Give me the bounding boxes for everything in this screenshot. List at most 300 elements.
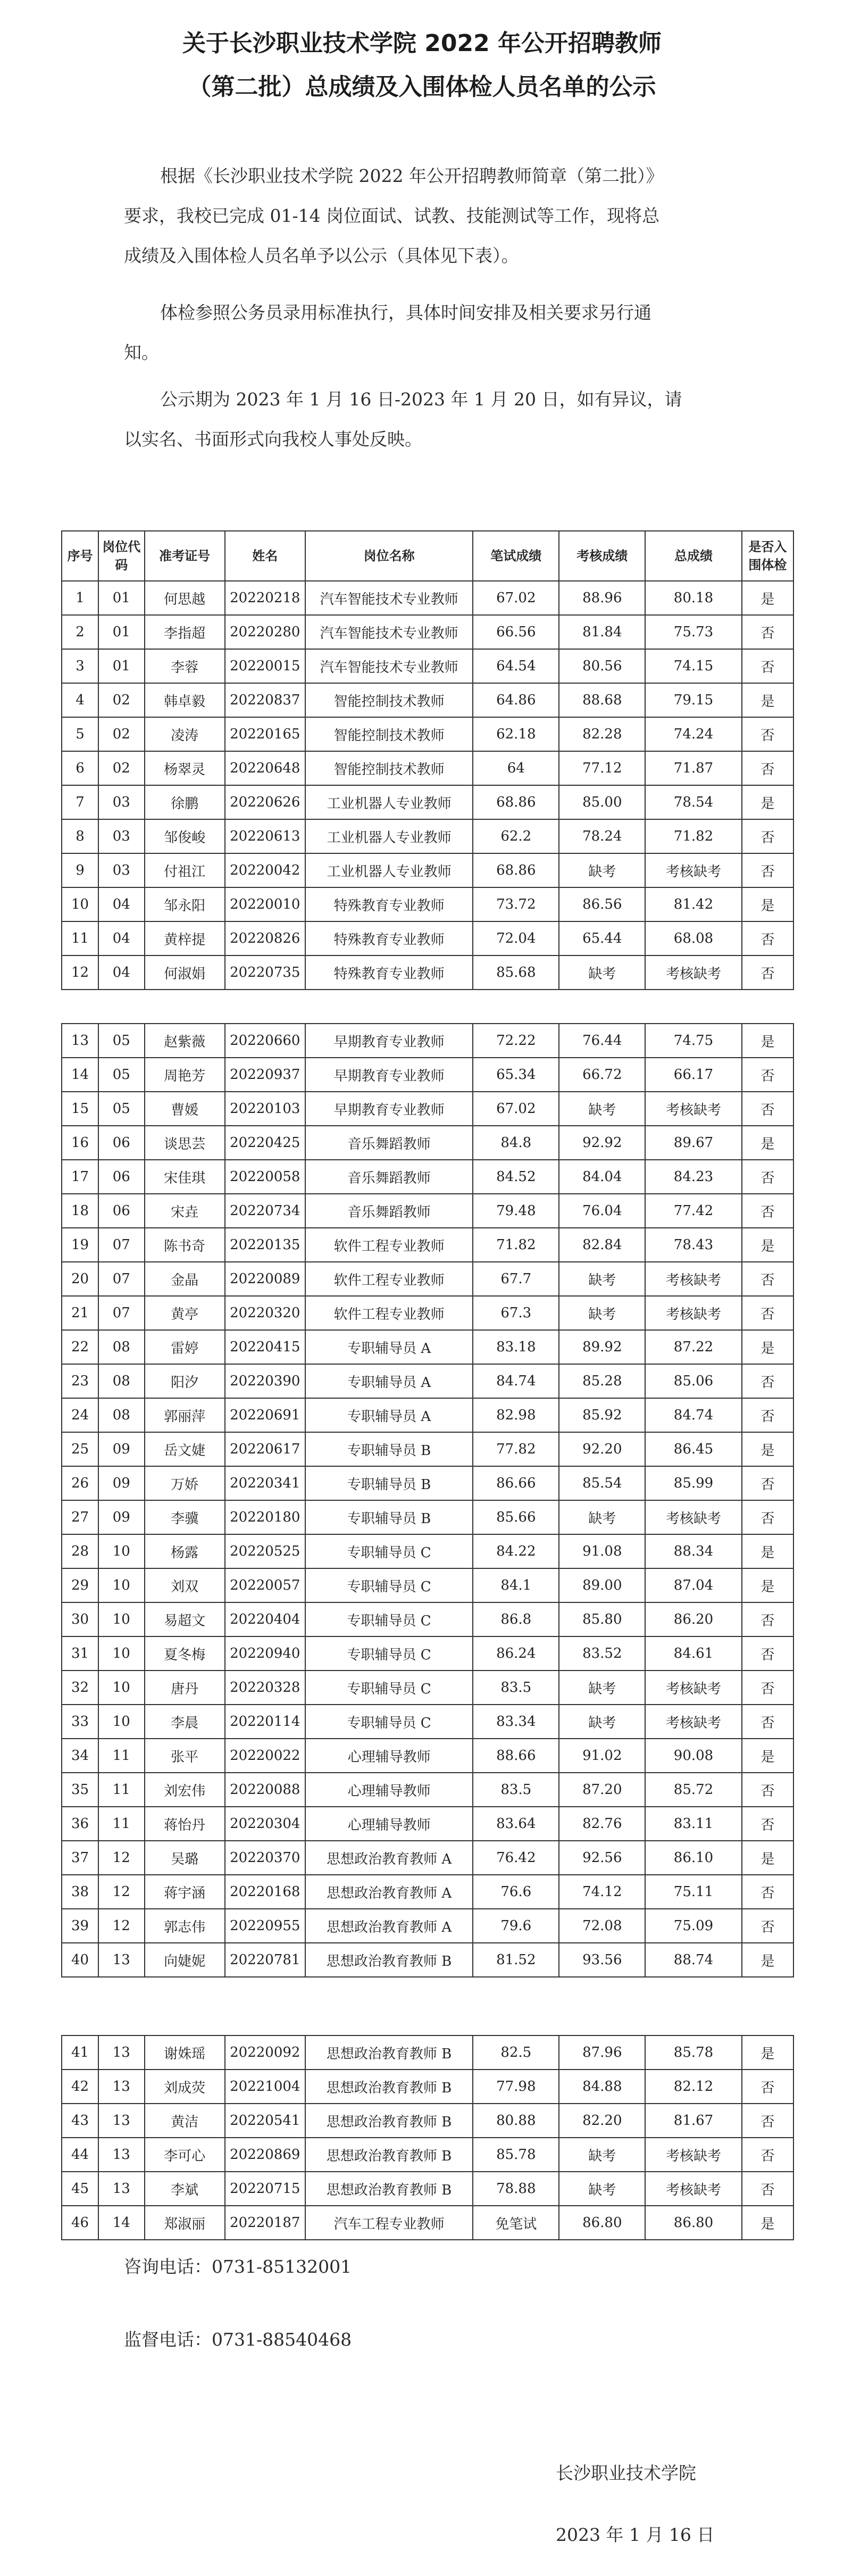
cell-name-b: 20220165 bbox=[225, 717, 305, 751]
page-title-line-2: （第二批）总成绩及入围体检人员名单的公示 bbox=[188, 73, 656, 101]
cell-total-score: 74.15 bbox=[645, 649, 741, 683]
cell-post-name: 思想政治教育教师 A bbox=[305, 1909, 473, 1943]
cell-post-name: 专职辅导员 B bbox=[305, 1432, 473, 1466]
cell-written-score: 76.42 bbox=[473, 1841, 559, 1875]
cell-index: 45 bbox=[62, 2172, 98, 2206]
cell-name-a: 郭志伟 bbox=[145, 1909, 225, 1943]
cell-name-a: 谢姝瑶 bbox=[145, 2035, 225, 2070]
cell-total-score: 86.80 bbox=[645, 2206, 741, 2240]
cell-name-b: 20220103 bbox=[225, 1092, 305, 1126]
cell-total-score: 考核缺考 bbox=[645, 1671, 741, 1705]
cell-assessment-score: 85.92 bbox=[559, 1398, 645, 1432]
cell-assessment-score: 77.12 bbox=[559, 751, 645, 785]
cell-written-score: 83.64 bbox=[473, 1807, 559, 1841]
cell-index: 42 bbox=[62, 2070, 98, 2104]
cell-assessment-score: 84.04 bbox=[559, 1160, 645, 1194]
cell-written-score: 78.88 bbox=[473, 2172, 559, 2206]
cell-index: 31 bbox=[62, 1636, 98, 1671]
cell-name-a: 宋垚 bbox=[145, 1194, 225, 1228]
cell-post-code: 07 bbox=[98, 1228, 144, 1262]
cell-index: 6 bbox=[62, 751, 98, 785]
cell-written-score: 77.82 bbox=[473, 1432, 559, 1466]
cell-assessment-score: 74.12 bbox=[559, 1875, 645, 1909]
cell-post-code: 10 bbox=[98, 1534, 144, 1568]
cell-name-b: 20220328 bbox=[225, 1671, 305, 1705]
cell-index: 44 bbox=[62, 2138, 98, 2172]
table-row bbox=[62, 2035, 793, 2070]
table-header-cell: 准考证号 bbox=[145, 531, 225, 581]
cell-name-b: 20220092 bbox=[225, 2035, 305, 2070]
cell-written-score: 85.66 bbox=[473, 1500, 559, 1534]
cell-name-a: 杨翠灵 bbox=[145, 751, 225, 785]
cell-index: 36 bbox=[62, 1807, 98, 1841]
cell-total-score: 80.18 bbox=[645, 581, 741, 615]
cell-medical-exam: 是 bbox=[742, 1534, 793, 1568]
cell-total-score: 83.11 bbox=[645, 1807, 741, 1841]
cell-name-a: 李骥 bbox=[145, 1500, 225, 1534]
cell-medical-exam: 是 bbox=[742, 2206, 793, 2240]
cell-medical-exam: 否 bbox=[742, 649, 793, 683]
cell-name-b: 20220541 bbox=[225, 2104, 305, 2138]
cell-written-score: 79.6 bbox=[473, 1909, 559, 1943]
table-header-cell: 岗位代码 bbox=[98, 531, 144, 581]
cell-written-score: 86.8 bbox=[473, 1602, 559, 1636]
cell-name-a: 韩卓毅 bbox=[145, 683, 225, 717]
cell-written-score: 83.34 bbox=[473, 1705, 559, 1739]
paragraph-line: 要求，我校已完成 01-14 岗位面试、试教、技能测试等工作，现将总 bbox=[124, 205, 660, 226]
cell-written-score: 62.2 bbox=[473, 819, 559, 853]
cell-post-name: 思想政治教育教师 B bbox=[305, 2070, 473, 2104]
cell-assessment-score: 91.08 bbox=[559, 1534, 645, 1568]
cell-written-score: 86.24 bbox=[473, 1636, 559, 1671]
cell-medical-exam: 是 bbox=[742, 1024, 793, 1058]
table-row bbox=[62, 819, 793, 853]
table-row bbox=[62, 1841, 793, 1875]
cell-post-code: 06 bbox=[98, 1160, 144, 1194]
table-header-cell: 考核成绩 bbox=[559, 531, 645, 581]
cell-name-a: 向婕妮 bbox=[145, 1943, 225, 1977]
cell-total-score: 78.54 bbox=[645, 785, 741, 819]
cell-post-name: 音乐舞蹈教师 bbox=[305, 1160, 473, 1194]
cell-written-score: 64.86 bbox=[473, 683, 559, 717]
cell-assessment-score: 78.24 bbox=[559, 819, 645, 853]
cell-post-code: 13 bbox=[98, 1943, 144, 1977]
cell-post-code: 13 bbox=[98, 2070, 144, 2104]
cell-post-code: 12 bbox=[98, 1909, 144, 1943]
table-row bbox=[62, 1398, 793, 1432]
cell-written-score: 67.7 bbox=[473, 1262, 559, 1296]
cell-total-score: 68.08 bbox=[645, 921, 741, 955]
cell-medical-exam: 否 bbox=[742, 853, 793, 887]
cell-assessment-score: 76.04 bbox=[559, 1194, 645, 1228]
cell-name-b: 20220826 bbox=[225, 921, 305, 955]
cell-post-code: 02 bbox=[98, 751, 144, 785]
table-row bbox=[62, 1330, 793, 1364]
cell-post-code: 10 bbox=[98, 1671, 144, 1705]
cell-post-name: 专职辅导员 C bbox=[305, 1568, 473, 1602]
cell-index: 27 bbox=[62, 1500, 98, 1534]
cell-total-score: 考核缺考 bbox=[645, 2172, 741, 2206]
cell-assessment-score: 缺考 bbox=[559, 2172, 645, 2206]
table-row bbox=[62, 1636, 793, 1671]
table-row bbox=[62, 1364, 793, 1398]
cell-name-a: 谈思芸 bbox=[145, 1126, 225, 1160]
cell-index: 5 bbox=[62, 717, 98, 751]
cell-medical-exam: 否 bbox=[742, 717, 793, 751]
cell-written-score: 83.18 bbox=[473, 1330, 559, 1364]
cell-assessment-score: 83.52 bbox=[559, 1636, 645, 1671]
cell-index: 33 bbox=[62, 1705, 98, 1739]
table-row bbox=[62, 1194, 793, 1228]
table-row bbox=[62, 1466, 793, 1500]
cell-assessment-score: 89.00 bbox=[559, 1568, 645, 1602]
table-row bbox=[62, 921, 793, 955]
cell-post-name: 思想政治教育教师 B bbox=[305, 1943, 473, 1977]
cell-name-b: 20220168 bbox=[225, 1875, 305, 1909]
cell-name-a: 吴璐 bbox=[145, 1841, 225, 1875]
table-row bbox=[62, 1534, 793, 1568]
cell-total-score: 84.74 bbox=[645, 1398, 741, 1432]
cell-medical-exam: 否 bbox=[742, 1807, 793, 1841]
cell-assessment-score: 缺考 bbox=[559, 1500, 645, 1534]
medical-exam-paragraph bbox=[124, 293, 713, 372]
table-header-row bbox=[62, 531, 793, 581]
cell-assessment-score: 87.96 bbox=[559, 2035, 645, 2070]
cell-post-code: 01 bbox=[98, 615, 144, 649]
cell-post-code: 08 bbox=[98, 1398, 144, 1432]
cell-total-score: 86.10 bbox=[645, 1841, 741, 1875]
cell-assessment-score: 85.80 bbox=[559, 1602, 645, 1636]
cell-name-b: 20220648 bbox=[225, 751, 305, 785]
cell-name-b: 20220304 bbox=[225, 1807, 305, 1841]
cell-total-score: 74.24 bbox=[645, 717, 741, 751]
cell-medical-exam: 否 bbox=[742, 1262, 793, 1296]
table-row bbox=[62, 1058, 793, 1092]
cell-total-score: 88.74 bbox=[645, 1943, 741, 1977]
cell-name-a: 杨露 bbox=[145, 1534, 225, 1568]
cell-post-code: 09 bbox=[98, 1500, 144, 1534]
cell-medical-exam: 否 bbox=[742, 1500, 793, 1534]
cell-post-code: 06 bbox=[98, 1126, 144, 1160]
cell-post-code: 09 bbox=[98, 1466, 144, 1500]
cell-index: 15 bbox=[62, 1092, 98, 1126]
cell-index: 41 bbox=[62, 2035, 98, 2070]
cell-post-code: 04 bbox=[98, 887, 144, 921]
table-row bbox=[62, 1126, 793, 1160]
cell-index: 30 bbox=[62, 1602, 98, 1636]
cell-post-code: 13 bbox=[98, 2172, 144, 2206]
cell-assessment-score: 85.54 bbox=[559, 1466, 645, 1500]
cell-assessment-score: 88.96 bbox=[559, 581, 645, 615]
cell-index: 17 bbox=[62, 1160, 98, 1194]
table-row bbox=[62, 1807, 793, 1841]
cell-index: 22 bbox=[62, 1330, 98, 1364]
cell-post-code: 02 bbox=[98, 683, 144, 717]
cell-post-name: 软件工程专业教师 bbox=[305, 1228, 473, 1262]
cell-index: 24 bbox=[62, 1398, 98, 1432]
cell-assessment-score: 92.20 bbox=[559, 1432, 645, 1466]
cell-written-score: 80.88 bbox=[473, 2104, 559, 2138]
table-header-cell: 岗位名称 bbox=[305, 531, 473, 581]
cell-name-a: 李指超 bbox=[145, 615, 225, 649]
results-table-part-3 bbox=[61, 2035, 794, 2240]
table-row bbox=[62, 785, 793, 819]
cell-post-code: 13 bbox=[98, 2138, 144, 2172]
cell-total-score: 85.99 bbox=[645, 1466, 741, 1500]
cell-total-score: 考核缺考 bbox=[645, 1296, 741, 1330]
cell-post-code: 12 bbox=[98, 1875, 144, 1909]
table-row bbox=[62, 853, 793, 887]
cell-medical-exam: 否 bbox=[742, 1092, 793, 1126]
cell-written-score: 84.22 bbox=[473, 1534, 559, 1568]
cell-medical-exam: 是 bbox=[742, 581, 793, 615]
signature-org: 长沙职业技术学院 bbox=[556, 2463, 696, 2483]
paragraph-line: 成绩及入围体检人员名单予以公示（具体见下表）。 bbox=[124, 245, 519, 266]
cell-post-name: 专职辅导员 C bbox=[305, 1534, 473, 1568]
cell-index: 21 bbox=[62, 1296, 98, 1330]
cell-name-a: 郭丽萍 bbox=[145, 1398, 225, 1432]
table-header-cell: 总成绩 bbox=[645, 531, 741, 581]
cell-name-a: 易超文 bbox=[145, 1602, 225, 1636]
cell-index: 19 bbox=[62, 1228, 98, 1262]
table-row bbox=[62, 1228, 793, 1262]
cell-name-a: 刘宏伟 bbox=[145, 1773, 225, 1807]
table-row bbox=[62, 1602, 793, 1636]
cell-total-score: 86.20 bbox=[645, 1602, 741, 1636]
cell-assessment-score: 82.84 bbox=[559, 1228, 645, 1262]
cell-written-score: 62.18 bbox=[473, 717, 559, 751]
cell-index: 13 bbox=[62, 1024, 98, 1058]
cell-written-score: 77.98 bbox=[473, 2070, 559, 2104]
cell-name-a: 夏冬梅 bbox=[145, 1636, 225, 1671]
cell-name-a: 李可心 bbox=[145, 2138, 225, 2172]
cell-medical-exam: 是 bbox=[742, 1432, 793, 1466]
cell-total-score: 考核缺考 bbox=[645, 1092, 741, 1126]
cell-medical-exam: 是 bbox=[742, 1126, 793, 1160]
cell-post-name: 思想政治教育教师 B bbox=[305, 2172, 473, 2206]
cell-post-name: 专职辅导员 C bbox=[305, 1602, 473, 1636]
paragraph-line: 体检参照公务员录用标准执行，具体时间安排及相关要求另行通 bbox=[160, 302, 651, 323]
cell-assessment-score: 缺考 bbox=[559, 2138, 645, 2172]
cell-name-b: 20220937 bbox=[225, 1058, 305, 1092]
cell-name-a: 李蓉 bbox=[145, 649, 225, 683]
table-row bbox=[62, 1432, 793, 1466]
cell-post-name: 专职辅导员 A bbox=[305, 1364, 473, 1398]
cell-medical-exam: 是 bbox=[742, 1943, 793, 1977]
cell-name-a: 周艳芳 bbox=[145, 1058, 225, 1092]
cell-medical-exam: 是 bbox=[742, 1228, 793, 1262]
cell-medical-exam: 否 bbox=[742, 1671, 793, 1705]
cell-assessment-score: 92.92 bbox=[559, 1126, 645, 1160]
cell-written-score: 72.04 bbox=[473, 921, 559, 955]
cell-name-b: 20220042 bbox=[225, 853, 305, 887]
cell-post-code: 10 bbox=[98, 1602, 144, 1636]
cell-total-score: 75.09 bbox=[645, 1909, 741, 1943]
cell-post-code: 11 bbox=[98, 1739, 144, 1773]
cell-name-a: 岳文婕 bbox=[145, 1432, 225, 1466]
cell-index: 32 bbox=[62, 1671, 98, 1705]
cell-medical-exam: 否 bbox=[742, 1466, 793, 1500]
cell-name-b: 20220425 bbox=[225, 1126, 305, 1160]
cell-name-a: 黄洁 bbox=[145, 2104, 225, 2138]
cell-medical-exam: 否 bbox=[742, 1602, 793, 1636]
table-row bbox=[62, 1262, 793, 1296]
cell-medical-exam: 是 bbox=[742, 1841, 793, 1875]
table-row bbox=[62, 2104, 793, 2138]
cell-index: 26 bbox=[62, 1466, 98, 1500]
cell-post-name: 专职辅导员 C bbox=[305, 1705, 473, 1739]
table-row bbox=[62, 1160, 793, 1194]
cell-name-a: 付祖江 bbox=[145, 853, 225, 887]
cell-post-code: 09 bbox=[98, 1432, 144, 1466]
cell-index: 3 bbox=[62, 649, 98, 683]
cell-index: 18 bbox=[62, 1194, 98, 1228]
cell-post-code: 06 bbox=[98, 1194, 144, 1228]
cell-name-a: 阳汐 bbox=[145, 1364, 225, 1398]
cell-name-b: 20221004 bbox=[225, 2070, 305, 2104]
table-header-cell: 笔试成绩 bbox=[473, 531, 559, 581]
cell-index: 39 bbox=[62, 1909, 98, 1943]
table-row bbox=[62, 683, 793, 717]
cell-written-score: 67.02 bbox=[473, 581, 559, 615]
table-row bbox=[62, 1500, 793, 1534]
cell-assessment-score: 76.44 bbox=[559, 1024, 645, 1058]
cell-name-b: 20220057 bbox=[225, 1568, 305, 1602]
cell-total-score: 77.42 bbox=[645, 1194, 741, 1228]
cell-post-code: 13 bbox=[98, 2035, 144, 2070]
table-row bbox=[62, 581, 793, 615]
cell-total-score: 考核缺考 bbox=[645, 1705, 741, 1739]
paragraph-line: 根据《长沙职业技术学院 2022 年公开招聘教师简章（第二批）》 bbox=[160, 165, 664, 186]
cell-name-b: 20220089 bbox=[225, 1262, 305, 1296]
cell-index: 35 bbox=[62, 1773, 98, 1807]
cell-post-name: 汽车智能技术专业教师 bbox=[305, 649, 473, 683]
table-row bbox=[62, 2070, 793, 2104]
cell-name-a: 郑淑丽 bbox=[145, 2206, 225, 2240]
cell-medical-exam: 否 bbox=[742, 2104, 793, 2138]
cell-name-b: 20220022 bbox=[225, 1739, 305, 1773]
cell-post-code: 04 bbox=[98, 921, 144, 955]
cell-name-a: 李斌 bbox=[145, 2172, 225, 2206]
cell-assessment-score: 86.56 bbox=[559, 887, 645, 921]
cell-assessment-score: 81.84 bbox=[559, 615, 645, 649]
cell-total-score: 考核缺考 bbox=[645, 853, 741, 887]
cell-post-name: 专职辅导员 B bbox=[305, 1500, 473, 1534]
cell-post-name: 专职辅导员 A bbox=[305, 1330, 473, 1364]
cell-total-score: 考核缺考 bbox=[645, 955, 741, 990]
cell-post-code: 13 bbox=[98, 2104, 144, 2138]
cell-name-a: 何淑娟 bbox=[145, 955, 225, 990]
table-header-cell: 序号 bbox=[62, 531, 98, 581]
cell-medical-exam: 是 bbox=[742, 2035, 793, 2070]
cell-post-name: 早期教育专业教师 bbox=[305, 1024, 473, 1058]
table-row bbox=[62, 1024, 793, 1058]
cell-name-a: 李晨 bbox=[145, 1705, 225, 1739]
table-row bbox=[62, 1705, 793, 1739]
cell-medical-exam: 是 bbox=[742, 887, 793, 921]
cell-written-score: 82.5 bbox=[473, 2035, 559, 2070]
cell-post-name: 工业机器人专业教师 bbox=[305, 785, 473, 819]
cell-total-score: 75.11 bbox=[645, 1875, 741, 1909]
cell-name-a: 张平 bbox=[145, 1739, 225, 1773]
cell-index: 25 bbox=[62, 1432, 98, 1466]
cell-post-name: 专职辅导员 C bbox=[305, 1636, 473, 1671]
cell-assessment-score: 84.88 bbox=[559, 2070, 645, 2104]
cell-index: 29 bbox=[62, 1568, 98, 1602]
cell-medical-exam: 否 bbox=[742, 1364, 793, 1398]
table-row bbox=[62, 2172, 793, 2206]
cell-medical-exam: 是 bbox=[742, 785, 793, 819]
cell-assessment-score: 89.92 bbox=[559, 1330, 645, 1364]
cell-total-score: 考核缺考 bbox=[645, 1500, 741, 1534]
table-row bbox=[62, 1909, 793, 1943]
cell-post-name: 思想政治教育教师 B bbox=[305, 2138, 473, 2172]
cell-post-code: 10 bbox=[98, 1636, 144, 1671]
cell-post-name: 专职辅导员 B bbox=[305, 1466, 473, 1500]
cell-name-b: 20220735 bbox=[225, 955, 305, 990]
cell-name-b: 20220837 bbox=[225, 683, 305, 717]
cell-assessment-score: 缺考 bbox=[559, 1705, 645, 1739]
cell-post-code: 10 bbox=[98, 1568, 144, 1602]
cell-assessment-score: 82.76 bbox=[559, 1807, 645, 1841]
cell-name-b: 20220613 bbox=[225, 819, 305, 853]
cell-name-b: 20220015 bbox=[225, 649, 305, 683]
cell-assessment-score: 88.68 bbox=[559, 683, 645, 717]
cell-medical-exam: 否 bbox=[742, 751, 793, 785]
cell-index: 20 bbox=[62, 1262, 98, 1296]
cell-total-score: 66.17 bbox=[645, 1058, 741, 1092]
cell-post-name: 心理辅导教师 bbox=[305, 1739, 473, 1773]
cell-assessment-score: 缺考 bbox=[559, 955, 645, 990]
cell-name-b: 20220734 bbox=[225, 1194, 305, 1228]
cell-index: 37 bbox=[62, 1841, 98, 1875]
cell-post-code: 02 bbox=[98, 717, 144, 751]
cell-name-a: 黄梓提 bbox=[145, 921, 225, 955]
cell-name-a: 陈书奇 bbox=[145, 1228, 225, 1262]
paragraph-line: 以实名、书面形式向我校人事处反映。 bbox=[124, 429, 422, 450]
cell-post-name: 智能控制技术教师 bbox=[305, 683, 473, 717]
cell-index: 23 bbox=[62, 1364, 98, 1398]
cell-assessment-score: 82.20 bbox=[559, 2104, 645, 2138]
cell-name-b: 20220280 bbox=[225, 615, 305, 649]
cell-name-a: 邹俊峻 bbox=[145, 819, 225, 853]
cell-post-code: 03 bbox=[98, 853, 144, 887]
cell-medical-exam: 否 bbox=[742, 1773, 793, 1807]
cell-post-name: 软件工程专业教师 bbox=[305, 1296, 473, 1330]
cell-post-code: 11 bbox=[98, 1773, 144, 1807]
table-row bbox=[62, 615, 793, 649]
cell-post-code: 12 bbox=[98, 1841, 144, 1875]
table-row bbox=[62, 1092, 793, 1126]
cell-medical-exam: 否 bbox=[742, 819, 793, 853]
cell-name-b: 20220617 bbox=[225, 1432, 305, 1466]
table-row bbox=[62, 1296, 793, 1330]
cell-post-name: 音乐舞蹈教师 bbox=[305, 1126, 473, 1160]
cell-post-name: 思想政治教育教师 B bbox=[305, 2035, 473, 2070]
cell-post-code: 08 bbox=[98, 1364, 144, 1398]
cell-post-name: 专职辅导员 C bbox=[305, 1671, 473, 1705]
cell-assessment-score: 85.00 bbox=[559, 785, 645, 819]
table-header-cell: 是否入围体检 bbox=[742, 531, 793, 581]
cell-total-score: 82.12 bbox=[645, 2070, 741, 2104]
cell-index: 16 bbox=[62, 1126, 98, 1160]
cell-name-b: 20220869 bbox=[225, 2138, 305, 2172]
cell-name-a: 黄亭 bbox=[145, 1296, 225, 1330]
cell-total-score: 86.45 bbox=[645, 1432, 741, 1466]
cell-assessment-score: 缺考 bbox=[559, 1671, 645, 1705]
cell-post-name: 特殊教育专业教师 bbox=[305, 887, 473, 921]
cell-medical-exam: 是 bbox=[742, 683, 793, 717]
